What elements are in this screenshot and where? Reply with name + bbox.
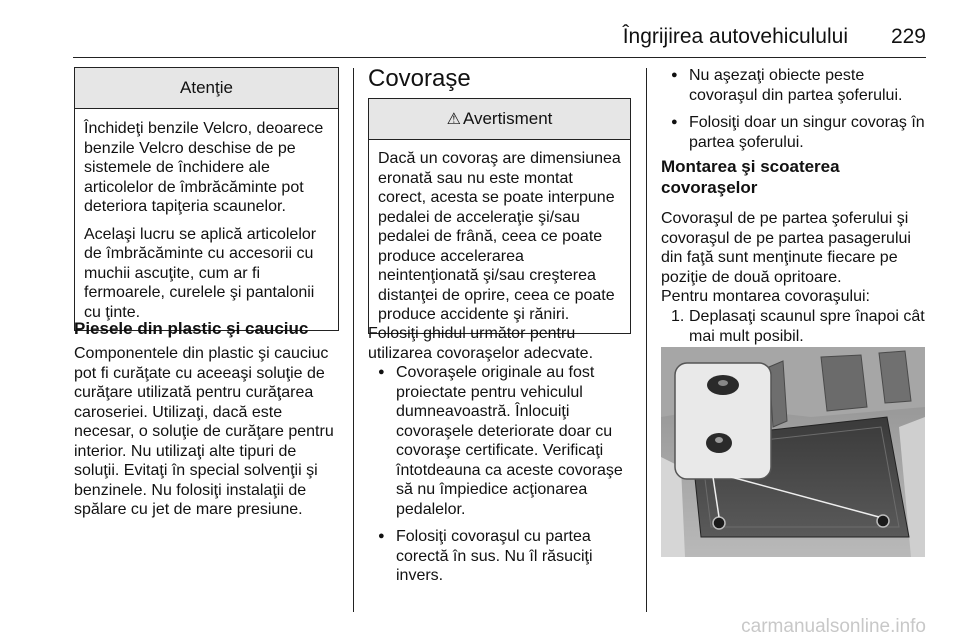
floor-mat-illustration: [661, 347, 925, 557]
list-item: ● Folosiţi doar un singur covoraş în partea şoferului.: [661, 113, 929, 152]
list-item: [661, 307, 929, 346]
page-number: 229: [890, 25, 926, 48]
floor-mats-guidelines: [368, 363, 635, 594]
caution-box: [74, 67, 339, 331]
section-title-floor-mats: Covoraşe: [368, 65, 471, 92]
list-item: ● Covoraşele originale au fost proiectate pentru vehiculul dumneavoastră. Înlocuiţi covoraşele deteriorate doar cu covoraşe certificate. Verificaţi întotdeauna ca aceste covoraşe să nu împiedice acţionarea pedalelor.: [368, 363, 635, 519]
warning-box-title: Avertisment: [462, 109, 553, 128]
warning-box-header: [369, 99, 630, 140]
warning-box: [368, 98, 631, 334]
warning-triangle-icon: ⚠: [446, 111, 461, 128]
install-remove-paragraph: Covoraşul de pe partea şoferului şi covoraşul de pe partea pasagerului din faţă sunt menţinute fiecare pe poziţie de două opritoare.: [661, 210, 911, 286]
warning-text: Dacă un covoraş are dimensiunea eronată sau nu este montat corect, acesta se poate interpune pedalei de acceleraţie şi/sau pedalei de frână, ceea ce poate produce accelerarea neintenţionată şi/sau creşterea distanţei de oprire, ceea ce poate produce accidente şi răniri.: [378, 150, 621, 323]
step-text: Deplasaţi scaunul spre înapoi cât mai mult posibil.: [689, 308, 925, 345]
caution-box-title: Atenţie: [75, 68, 338, 109]
caution-box-body: [75, 109, 338, 330]
plastic-rubber-text: Componentele din plastic şi cauciuc pot fi curăţate cu aceeaşi soluţie de curăţare utilizată pentru curăţarea caroseriei. Utilizaţi, dacă este necesar, o soluţie de curăţare pentru interior. Nu utilizaţi alte tipuri de soluţii. Evitaţi în special solvenţii şi benzinele. Nu folosiţi instalaţii de spălare cu jet de mare presiune.: [74, 345, 334, 518]
install-remove-heading: Montarea şi scoaterea covoraşelor: [661, 157, 840, 197]
warning-box-body: [369, 140, 630, 333]
list-item: ● Nu aşezaţi obiecte peste covoraşul din partea şoferului.: [661, 66, 929, 105]
caution-paragraph: Acelaşi lucru se aplică articolelor de îmbrăcăminte cu accesorii cu muchii ascuţite, cum ar fi fermoarele, curelele şi pantalonii cu ţinte.: [84, 225, 317, 321]
caution-paragraph: Închideţi benzile Velcro, deoarece benzile Velcro deschise de pe sistemele de închidere ale articolelor de îmbrăcăminte pot deteriora tapiţeria scaunelor.: [84, 120, 324, 215]
running-header-title: Îngrijirea autovehiculului: [622, 25, 848, 48]
watermark: carmanualsonline.info: [741, 616, 926, 637]
header-rule: [73, 57, 926, 58]
floor-mats-intro: Folosiţi ghidul următor pentru utilizarea covoraşelor adecvate.: [368, 325, 594, 362]
list-item: ● Folosiţi covoraşul cu partea corectă în sus. Nu îl răsuciţi invers.: [368, 527, 635, 586]
column-divider-left: [353, 68, 354, 612]
install-steps: [661, 307, 929, 346]
driver-mat-rules: [661, 66, 929, 160]
step-number: 1.: [671, 308, 685, 325]
column-divider-right: [646, 68, 647, 612]
floor-mat-photo: [661, 347, 925, 557]
install-intro: Pentru montarea covoraşului:: [661, 288, 870, 305]
plastic-rubber-heading: Piesele din plastic şi cauciuc: [74, 319, 309, 338]
